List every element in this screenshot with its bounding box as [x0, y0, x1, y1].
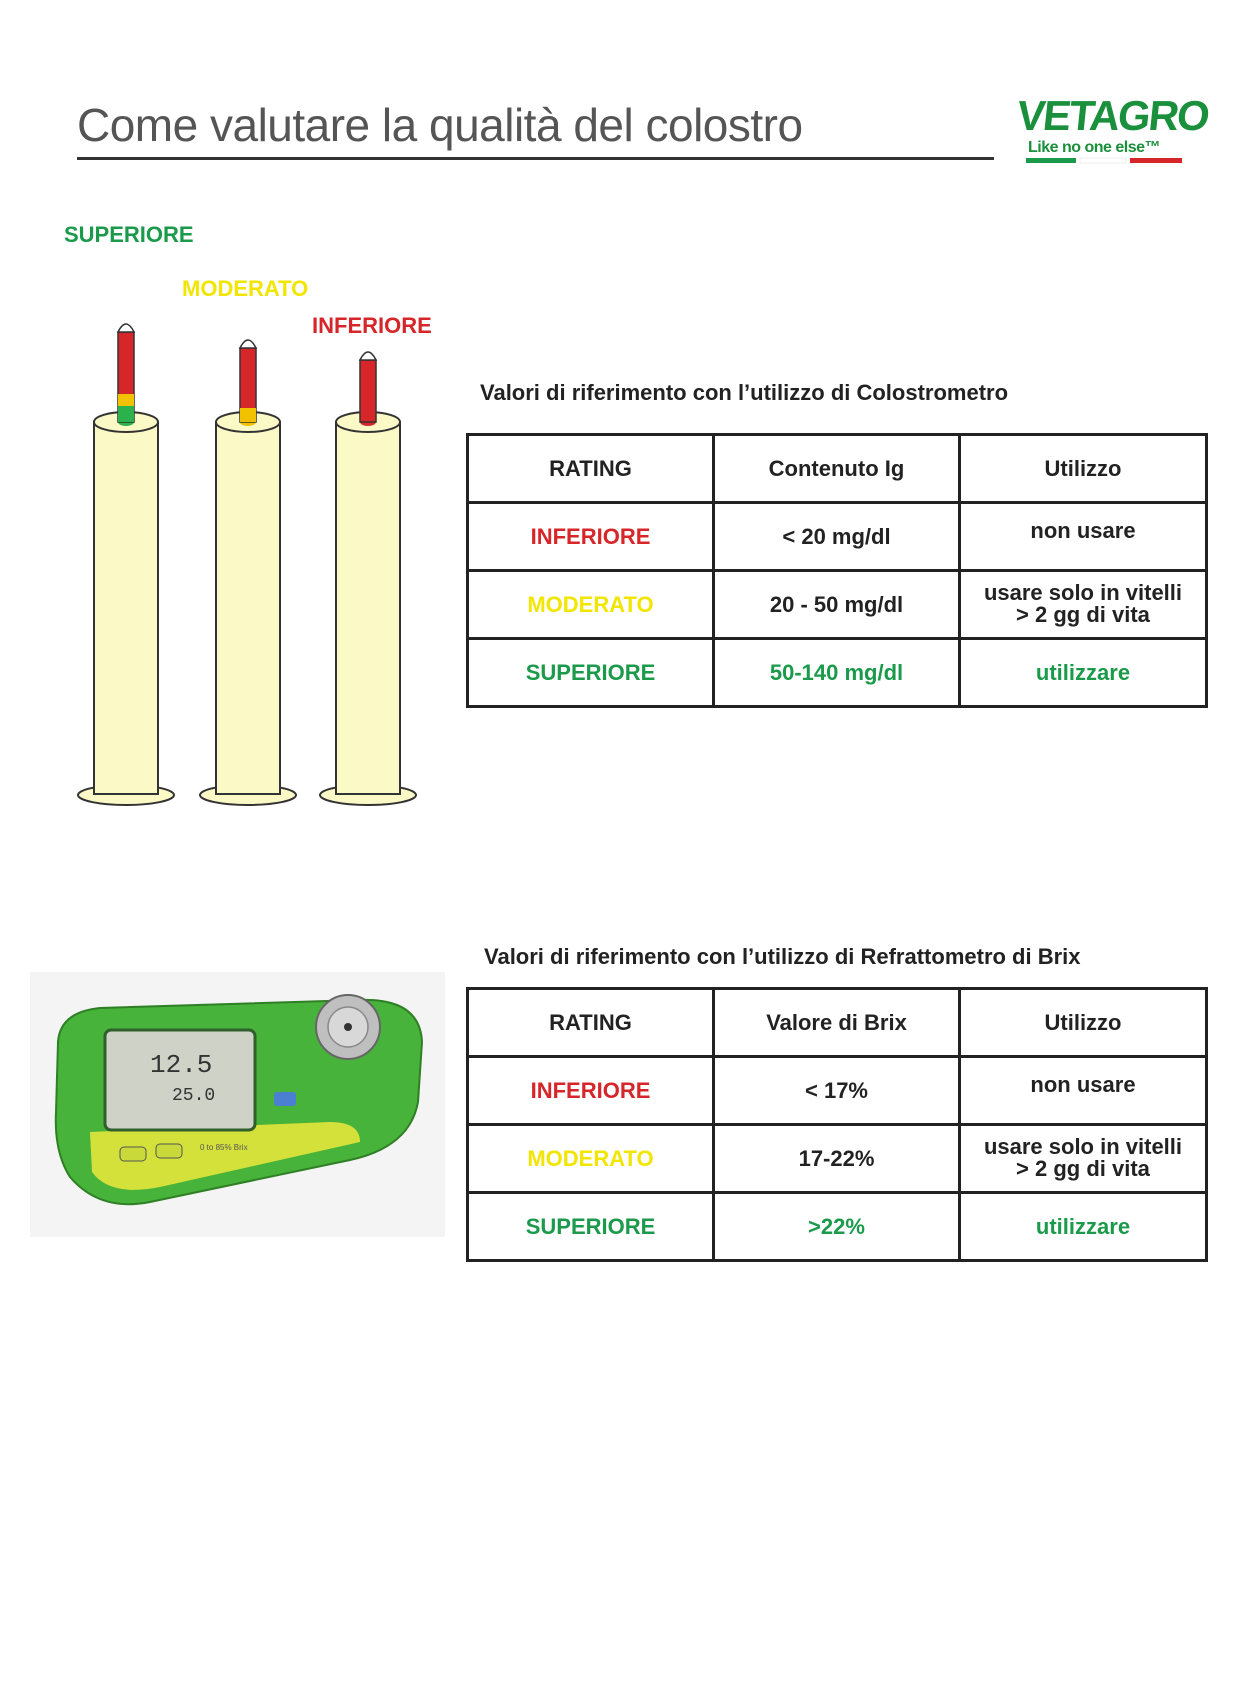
scale-label: 0 to 85% Brix: [200, 1143, 248, 1152]
rating-cell: INFERIORE: [468, 503, 714, 571]
usage-cell: utilizzare: [960, 1193, 1207, 1261]
usage-cell: [960, 571, 1207, 639]
label-inferior: INFERIORE: [312, 313, 432, 338]
value-cell: 17-22%: [714, 1125, 960, 1193]
usage-text-line1: usare solo in vitelli: [983, 1133, 1183, 1159]
header-ig-content: Contenuto Ig: [714, 435, 960, 503]
value-cell: < 20 mg/dl: [714, 503, 960, 571]
display-main-value: 12.5: [150, 1050, 213, 1080]
value-cell: < 17%: [714, 1057, 960, 1125]
header-usage: Utilizzo: [960, 989, 1207, 1057]
refractometer-caption: Valori di riferimento con l’utilizzo di Refrattometro di Brix: [484, 944, 1081, 969]
display-temperature: 25.0: [172, 1086, 216, 1106]
usage-cell: [960, 503, 1207, 571]
usage-text-line2: > 2 gg di vita: [1016, 1155, 1150, 1181]
table-header-row: [468, 989, 1207, 1057]
value-cell: 50-140 mg/dl: [714, 639, 960, 707]
brix-refractometer-illustration: [30, 972, 445, 1237]
title-divider: [77, 157, 994, 160]
rating-cell: MODERATO: [468, 1125, 714, 1193]
table-row: [468, 1193, 1207, 1261]
usage-text: non usare: [1030, 1072, 1136, 1097]
header-usage: Utilizzo: [960, 435, 1207, 503]
value-cell: >22%: [714, 1193, 960, 1261]
usage-text-line2: > 2 gg di vita: [1016, 601, 1150, 627]
header-brix-value: Valore di Brix: [714, 989, 960, 1057]
table-row: [468, 571, 1207, 639]
cylinder-inferior: [320, 352, 416, 805]
table-row: [468, 639, 1207, 707]
usage-cell: [960, 1125, 1207, 1193]
rating-cell: MODERATO: [468, 571, 714, 639]
rating-cell: SUPERIORE: [468, 1193, 714, 1261]
cylinder-moderate: [200, 340, 296, 805]
table-row: [468, 1057, 1207, 1125]
refractometer-table: [466, 987, 1208, 1262]
label-moderate: MODERATO: [182, 276, 309, 301]
usage-cell: utilizzare: [960, 639, 1207, 707]
usage-cell: [960, 1057, 1207, 1125]
svg-text:VETAGRO: VETAGRO: [1014, 92, 1211, 139]
cylinder-superior: [78, 324, 174, 805]
page-title: Come valutare la qualità del colostro: [77, 99, 803, 151]
usage-text: non usare: [1030, 518, 1136, 543]
value-cell: 20 - 50 mg/dl: [714, 571, 960, 639]
usage-text-line1: usare solo in vitelli: [983, 579, 1183, 605]
vetagro-logo: [1014, 52, 1211, 172]
colostrometer-cylinders-illustration: [60, 310, 440, 830]
header-rating: RATING: [468, 435, 714, 503]
rating-cell: SUPERIORE: [468, 639, 714, 707]
table-header-row: [468, 435, 1207, 503]
colostrometer-caption: Valori di riferimento con l’utilizzo di Colostrometro: [480, 380, 1009, 405]
label-superior: SUPERIORE: [64, 222, 194, 247]
rating-cell: INFERIORE: [468, 1057, 714, 1125]
colostrometer-table: [466, 433, 1208, 708]
table-row: [468, 1125, 1207, 1193]
svg-text:Like no one else™: Like no one else™: [1028, 139, 1160, 156]
header-rating: RATING: [468, 989, 714, 1057]
table-row: [468, 503, 1207, 571]
